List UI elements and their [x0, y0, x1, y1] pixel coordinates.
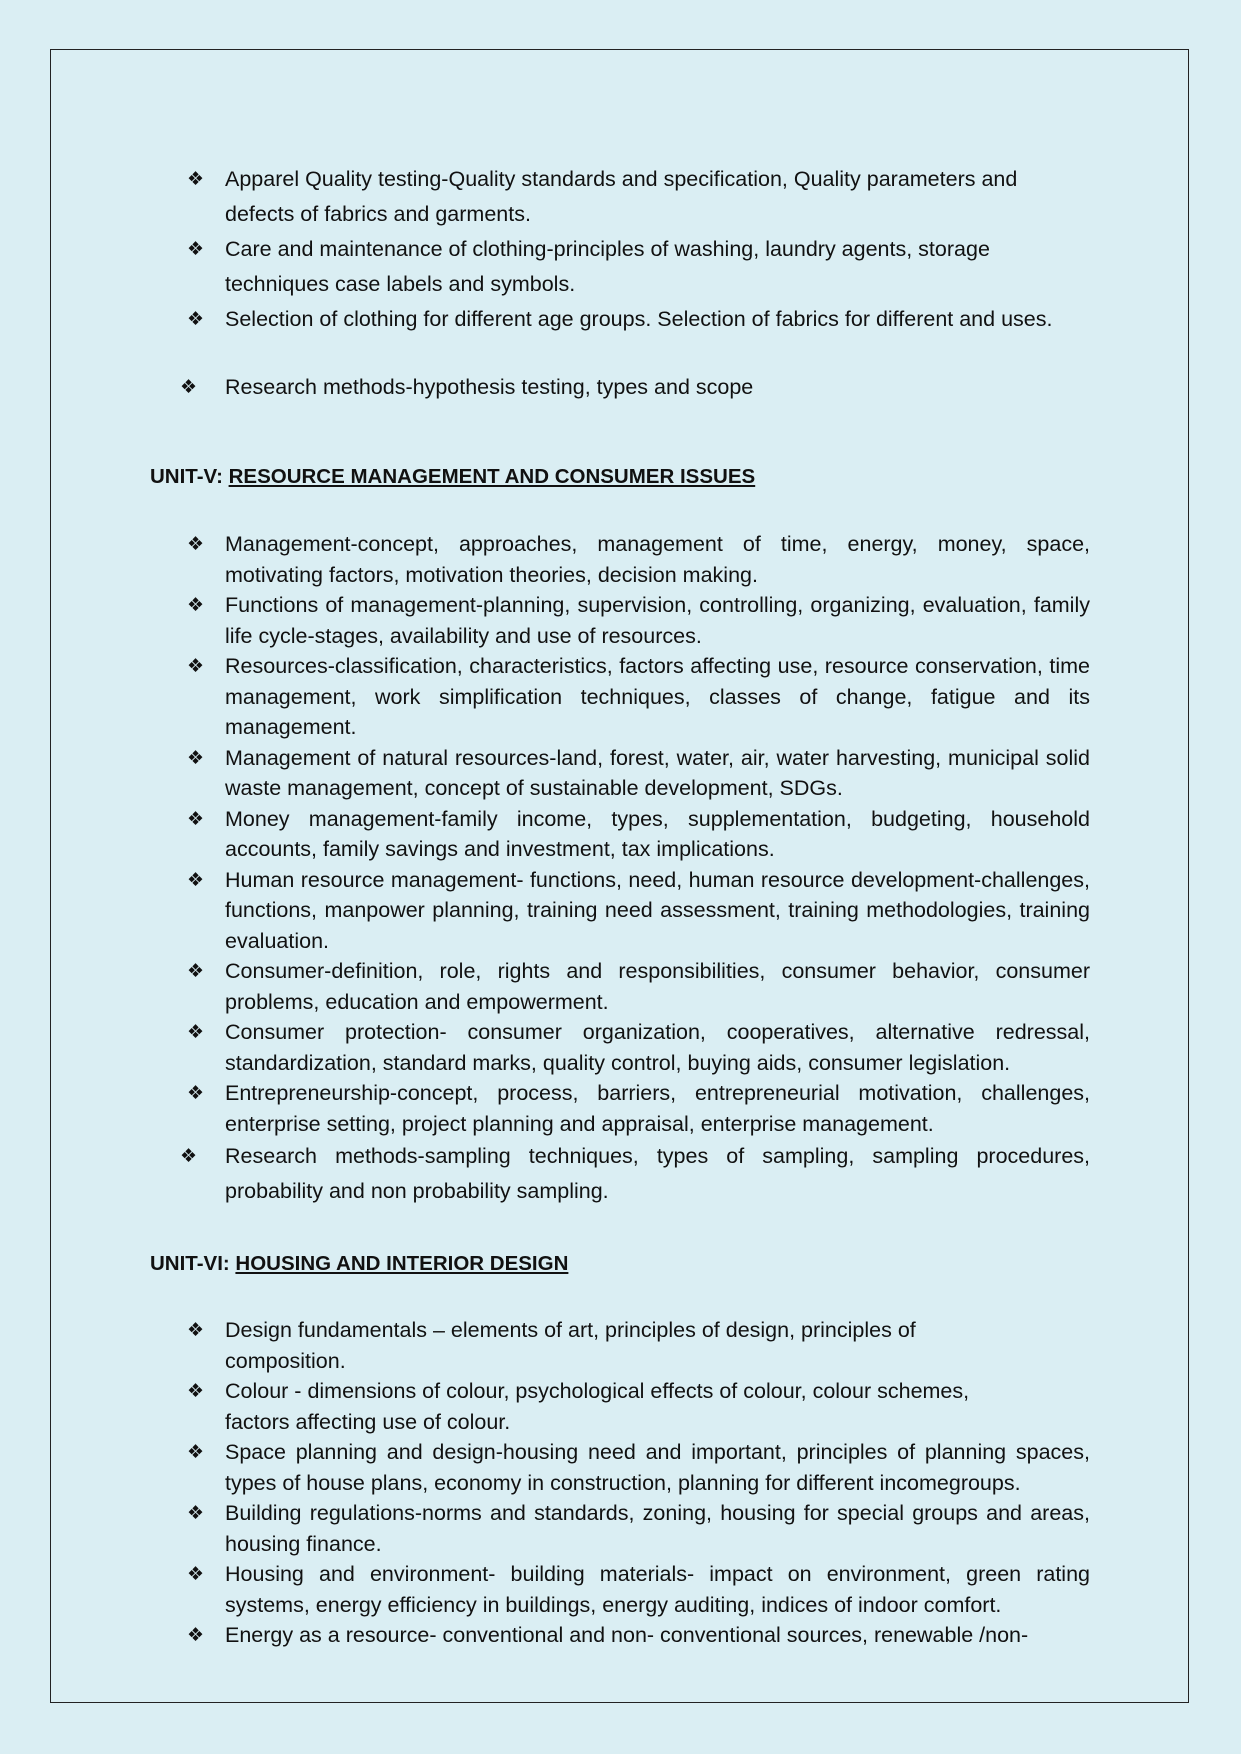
diamond-bullet-icon: ❖ [180, 1145, 198, 1167]
list-item: ❖ Care and maintenance of clothing-principles of washing, laundry agents, storage techniques case labels and symbols. [150, 232, 1090, 302]
apparel-list [150, 162, 1090, 337]
list-item: ❖ Energy as a resource- conventional and non- conventional sources, renewable /non- [150, 1620, 1090, 1651]
diamond-bullet-icon: ❖ [187, 1021, 205, 1043]
list-item: ❖ Building regulations-norms and standards, zoning, housing for special groups and areas, housing finance. [150, 1498, 1090, 1559]
diamond-bullet-icon: ❖ [187, 533, 205, 555]
diamond-bullet-icon: ❖ [187, 960, 205, 982]
unit-v-title: RESOURCE MANAGEMENT AND CONSUMER ISSUES [228, 465, 756, 488]
diamond-bullet-icon: ❖ [187, 1624, 205, 1646]
list-item: ❖ Management-concept, approaches, management of time, energy, money, space, motivating factors, motivation theories, decision making. [150, 529, 1090, 590]
diamond-bullet-icon: ❖ [187, 1441, 205, 1463]
diamond-bullet-icon: ❖ [187, 1563, 205, 1585]
list-item: ❖ Apparel Quality testing-Quality standards and specification, Quality parameters and defects of fabrics and garments. [150, 162, 1090, 232]
list-item: ❖ Consumer protection- consumer organization, cooperatives, alternative redressal, standardization, standard marks, quality control, buying aids, consumer legislation. [150, 1017, 1090, 1078]
unit-vi-list [150, 1315, 1090, 1651]
unit-v-prefix: UNIT-V: [150, 465, 229, 488]
diamond-bullet-icon: ❖ [187, 308, 205, 330]
list-item: ❖ Functions of management-planning, supervision, controlling, organizing, evaluation, family life cycle-stages, availability and use of resources. [150, 590, 1090, 651]
list-item: ❖ Research methods-sampling techniques, types of sampling, sampling procedures, probability and non probability sampling. [150, 1139, 1090, 1209]
unit-vi-heading [150, 1249, 1090, 1279]
diamond-bullet-icon: ❖ [187, 868, 205, 891]
diamond-bullet-icon: ❖ [187, 238, 205, 260]
diamond-bullet-icon: ❖ [187, 746, 205, 769]
diamond-bullet-icon: ❖ [187, 168, 205, 190]
unit-v-heading [150, 462, 1090, 492]
list-item: ❖ Housing and environment- building materials- impact on environment, green rating systems, energy efficiency in buildings, energy auditing, indices of indoor comfort. [150, 1559, 1090, 1620]
diamond-bullet-icon: ❖ [180, 376, 198, 398]
diamond-bullet-icon: ❖ [187, 594, 205, 616]
diamond-bullet-icon: ❖ [187, 1380, 205, 1402]
list-item: ❖ Colour - dimensions of colour, psychological effects of colour, colour schemes, factors affecting use of colour. [150, 1376, 1090, 1437]
list-item: ❖ Resources-classification, characteristics, factors affecting use, resource conservation, time management, work simplification techniques, classes of change, fatigue and its management. [150, 651, 1090, 743]
list-item: ❖ Consumer-definition, role, rights and responsibilities, consumer behavior, consumer problems, education and empowerment. [150, 956, 1090, 1017]
list-item: ❖ Human resource management- functions, need, human resource development-challenges, functions, manpower planning, training need assessment, training methodologies, training evaluation. [150, 865, 1090, 957]
list-item: ❖ Space planning and design-housing need and important, principles of planning spaces, types of house plans, economy in construction, planning for different incomegroups. [150, 1437, 1090, 1498]
list-item: ❖ Money management-family income, types, supplementation, budgeting, household accounts, family savings and investment, tax implications. [150, 804, 1090, 865]
diamond-bullet-icon: ❖ [187, 1319, 205, 1341]
research-list-a [150, 372, 1090, 402]
unit-vi-prefix: UNIT-VI: [150, 1252, 236, 1275]
unit-v-list [150, 529, 1090, 1209]
diamond-bullet-icon: ❖ [187, 1502, 205, 1524]
list-item: ❖ Selection of clothing for different age groups. Selection of fabrics for different and uses. [150, 302, 1090, 337]
list-item: ❖ Design fundamentals – elements of art, principles of design, principles of composition. [150, 1315, 1090, 1376]
list-item: ❖ Entrepreneurship-concept, process, barriers, entrepreneurial motivation, challenges, enterprise setting, project planning and appraisal, enterprise management. [150, 1078, 1090, 1139]
unit-vi-title: HOUSING AND INTERIOR DESIGN [235, 1252, 569, 1275]
list-item: ❖ Management of natural resources-land, forest, water, air, water harvesting, municipal solid waste management, concept of sustainable development, SDGs. [150, 743, 1090, 804]
list-item: ❖ Research methods-hypothesis testing, types and scope [150, 372, 1090, 402]
document-body [150, 162, 1090, 1651]
diamond-bullet-icon: ❖ [187, 655, 205, 677]
diamond-bullet-icon: ❖ [187, 807, 205, 830]
diamond-bullet-icon: ❖ [187, 1082, 205, 1104]
